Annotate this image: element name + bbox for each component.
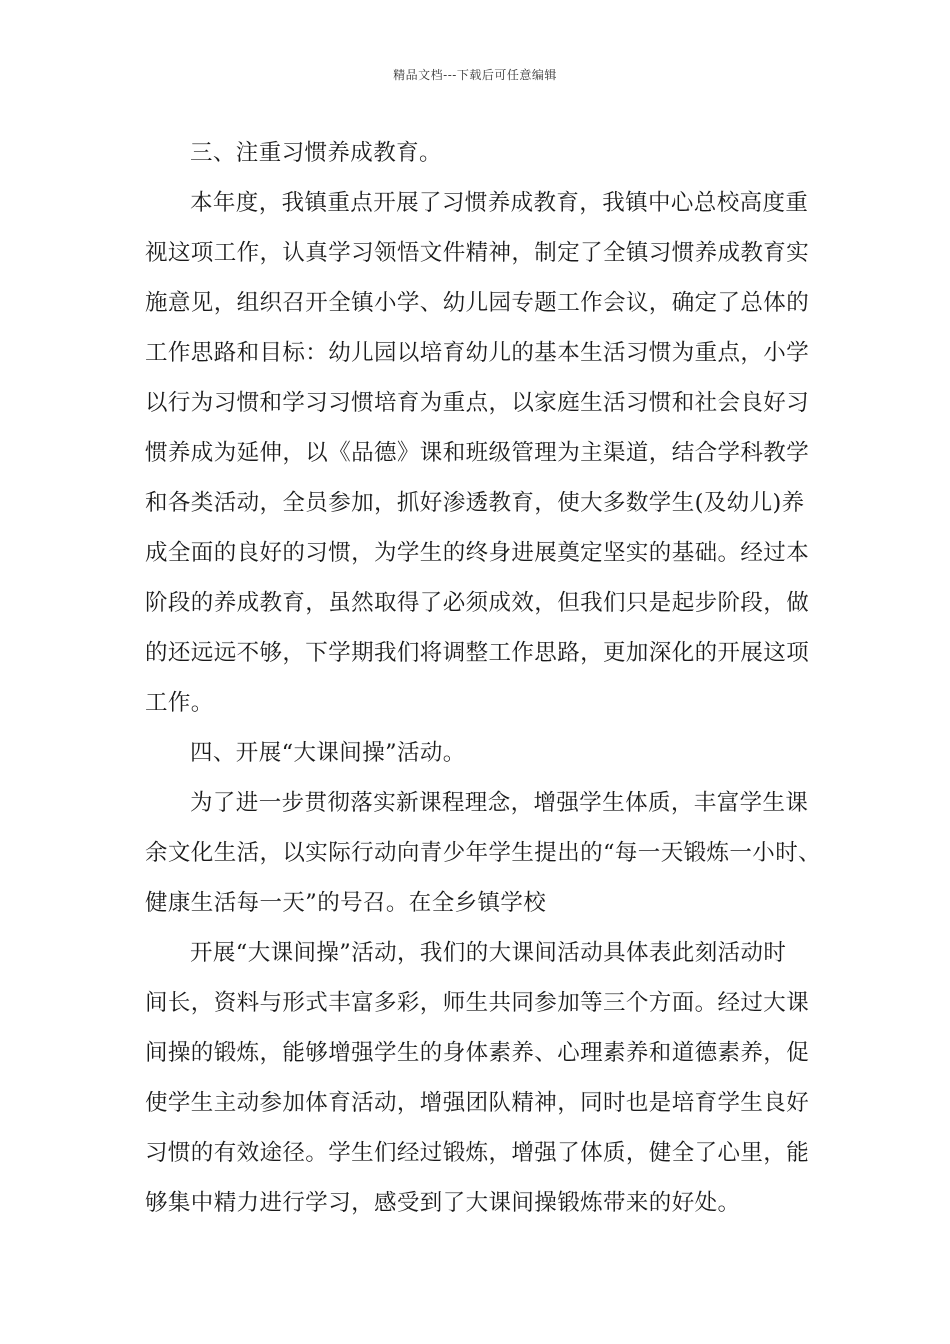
- paragraph-line: 为了进一步贯彻落实新课程理念，增强学生体质，丰富学生课: [190, 790, 809, 816]
- paragraph-line: 习惯的有效途径。学生们经过锻炼，增强了体质，健全了心里，能: [145, 1140, 810, 1166]
- paragraph-line: 施意见，组织召开全镇小学、幼儿园专题工作会议，确定了总体的: [145, 290, 810, 316]
- paragraph-line: 本年度，我镇重点开展了习惯养成教育，我镇中心总校高度重: [190, 190, 809, 216]
- section-heading-3: 三、注重习惯养成教育。: [190, 140, 442, 166]
- paragraph-line: 和各类活动，全员参加，抓好渗透教育，使大多数学生(及幼儿)养: [145, 490, 805, 516]
- paragraph-line: 惯养成为延伸，以《品德》课和班级管理为主渠道，结合学科教学: [145, 440, 810, 466]
- paragraph-line: 工作。: [145, 690, 214, 716]
- paragraph-line: 开展“大课间操”活动，我们的大课间活动具体表此刻活动时: [190, 940, 787, 966]
- header-note: 精品文档---下载后可任意编辑: [393, 68, 557, 82]
- document-body: [145, 128, 822, 1228]
- paragraph-line: 工作思路和目标：幼儿园以培育幼儿的基本生活习惯为重点，小学: [145, 340, 810, 366]
- paragraph-line: 以行为习惯和学习习惯培育为重点，以家庭生活习惯和社会良好习: [145, 390, 810, 416]
- paragraph-line: 成全面的良好的习惯，为学生的终身进展奠定坚实的基础。经过本: [145, 540, 810, 566]
- section-heading-4: 四、开展“大课间操”活动。: [190, 740, 466, 766]
- paragraph-line: 使学生主动参加体育活动，增强团队精神，同时也是培育学生良好: [145, 1090, 810, 1116]
- paragraph-line: 间长，资料与形式丰富多彩，师生共同参加等三个方面。经过大课: [145, 990, 810, 1016]
- paragraph-line: 间操的锻炼，能够增强学生的身体素养、心理素养和道德素养，促: [145, 1040, 810, 1066]
- paragraph-line: 够集中精力进行学习，感受到了大课间操锻炼带来的好处。: [145, 1190, 741, 1216]
- paragraph-line: 健康生活每一天”的号召。在全乡镇学校: [145, 890, 547, 916]
- paragraph-line: 阶段的养成教育，虽然取得了必须成效，但我们只是起步阶段，做: [145, 590, 810, 616]
- paragraph-line: 视这项工作，认真学习领悟文件精神，制定了全镇习惯养成教育实: [145, 240, 810, 266]
- paragraph-line: 余文化生活，以实际行动向青少年学生提出的“每一天锻炼一小时、: [145, 840, 822, 866]
- paragraph-line: 的还远远不够，下学期我们将调整工作思路，更加深化的开展这项: [145, 640, 810, 666]
